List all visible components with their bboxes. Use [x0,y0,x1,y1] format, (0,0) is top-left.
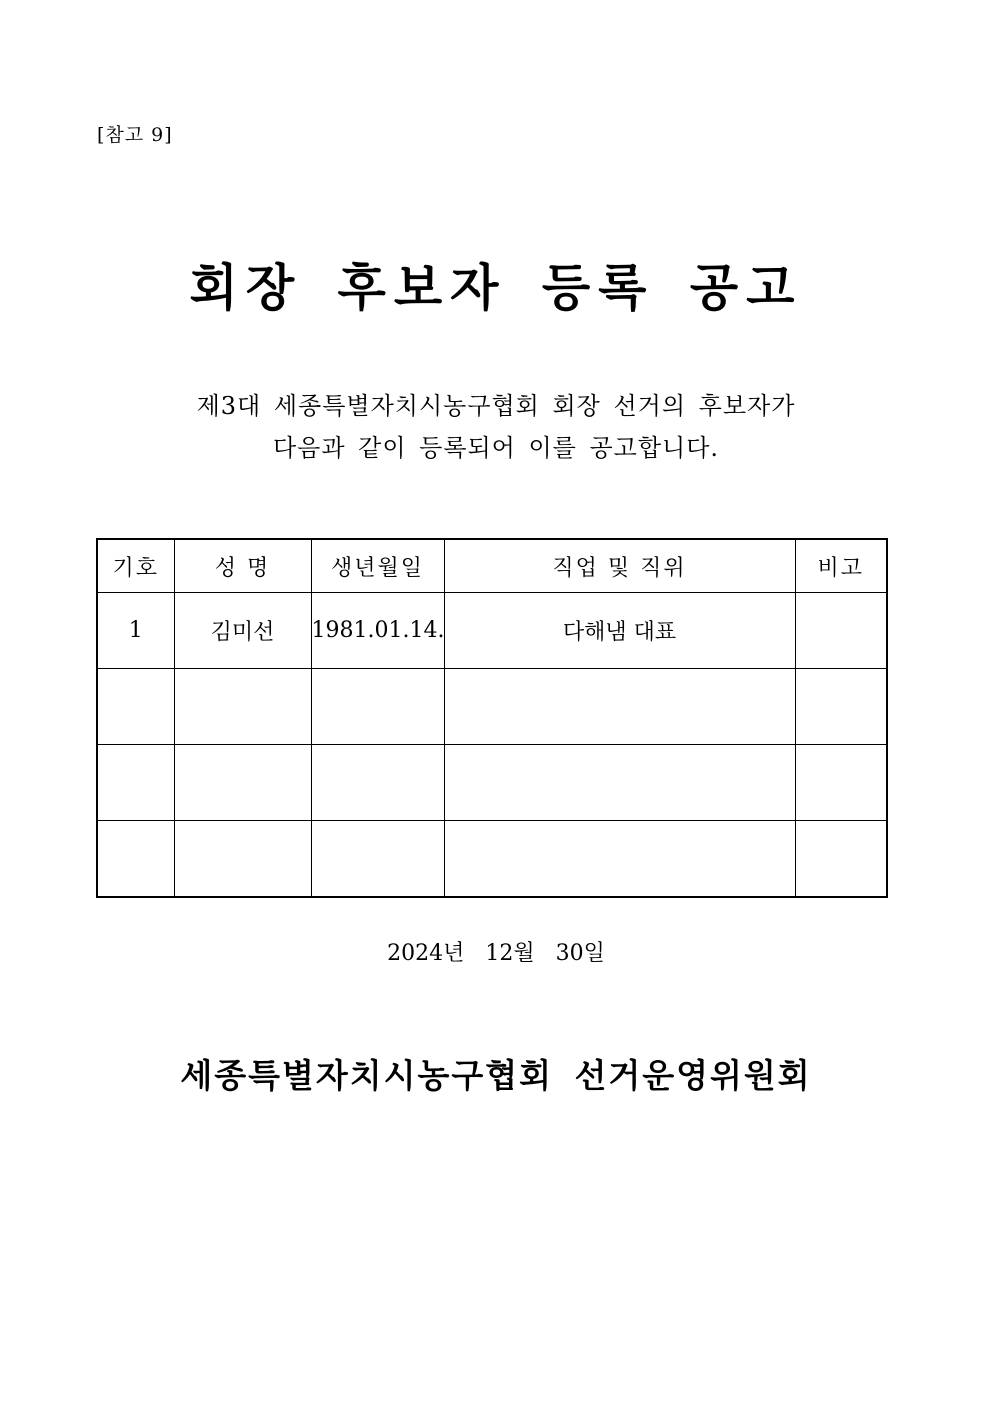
intro-text [0,385,992,469]
cell-remarks [795,745,887,821]
cell-birthdate [311,821,444,898]
cell-remarks [795,669,887,745]
cell-number [97,745,174,821]
header-birthdate: 생년월일 [311,539,444,593]
cell-birthdate [311,745,444,821]
table-row [97,821,887,898]
cell-remarks [795,593,887,669]
cell-occupation: 다해냄 대표 [444,593,795,669]
intro-line-1: 제3대 세종특별자치시농구협회 회장 선거의 후보자가 [196,392,796,420]
cell-number [97,669,174,745]
reference-label: [참고 9] [97,124,173,146]
cell-occupation [444,669,795,745]
issuer-name: 세종특별자치시농구협회 선거운영위원회 [180,1056,812,1095]
cell-remarks [795,821,887,898]
candidate-table [96,538,888,898]
announcement-date: 2024년 12월 30일 [387,941,605,966]
cell-birthdate: 1981.01.14. [311,593,444,669]
cell-name [174,669,311,745]
cell-number [97,821,174,898]
cell-name [174,745,311,821]
cell-number: 1 [97,593,174,669]
header-occupation: 직업 및 직위 [444,539,795,593]
table-row [97,745,887,821]
document-title: 회장 후보자 등록 공고 [189,258,803,317]
table-row [97,669,887,745]
cell-birthdate [311,669,444,745]
cell-occupation [444,745,795,821]
cell-name: 김미선 [174,593,311,669]
cell-name [174,821,311,898]
header-number: 기호 [97,539,174,593]
cell-occupation [444,821,795,898]
header-remarks: 비고 [795,539,887,593]
table-header-row [97,539,887,593]
intro-line-2: 다음과 같이 등록되어 이를 공고합니다. [272,434,720,462]
table-row [97,593,887,669]
header-name: 성 명 [174,539,311,593]
